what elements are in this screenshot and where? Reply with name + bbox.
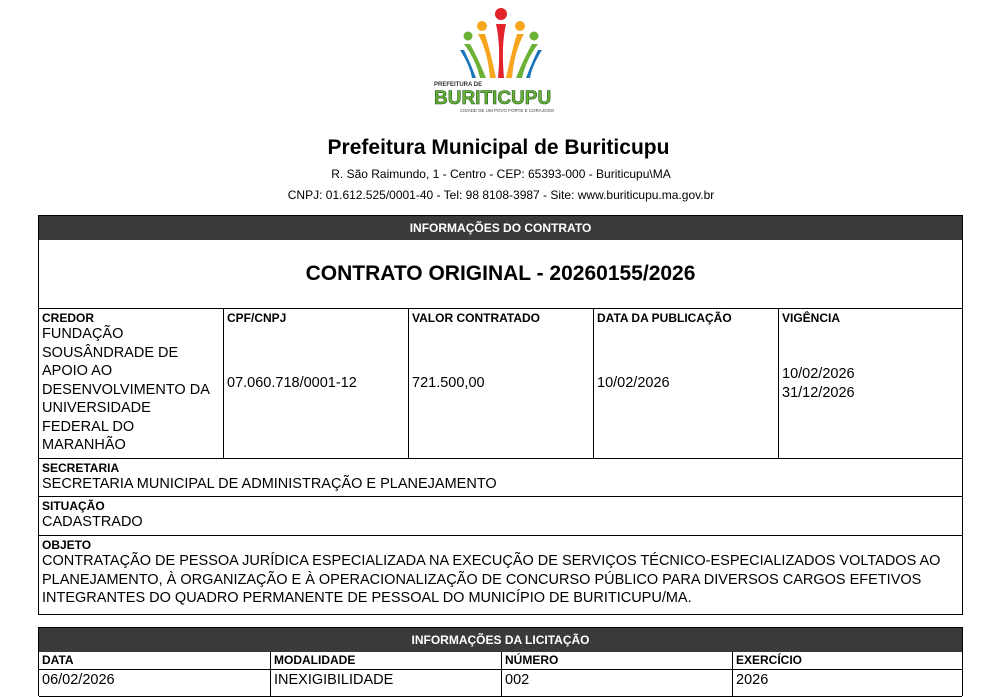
vigencia-start: 10/02/2026 [782,366,855,382]
credor-cell [39,309,224,458]
objeto-value: CONTRATAÇÃO DE PESSOA JURÍDICA ESPECIALIZADA NA EXECUÇÃO DE SERVIÇOS TÉCNICO-ESPECIALIZADOS VOLTADOS AO PLANEJAMENTO, À ORGANIZAÇÃO E À OPERACIONALIZAÇÃO DE CONCURSO PÚBLICO PARA DIVERSOS CARGOS EFETIVOS INTEGRANTES DO QUADRO PERMANENTE DE PESSOAL DO MUNICÍPIO DE BURITICUPU/MA. [42,553,941,606]
licitacao-modalidade-value: INEXIGIBILIDADE [271,670,502,696]
secretaria-row [39,459,962,497]
header-address: R. São Raimundo, 1 - Centro - CEP: 65393-000 - Buriticupu\MA [331,167,671,181]
licitacao-numero-label: NÚMERO [502,652,733,669]
valor-label: VALOR CONTRATADO [412,311,540,325]
licitacao-numero-value: 002 [502,670,733,696]
secretaria-value: SECRETARIA MUNICIPAL DE ADMINISTRAÇÃO E PLANEJAMENTO [42,476,497,492]
licitacao-header-row [39,652,962,670]
data-publicacao-cell [594,309,779,458]
page-title: Prefeitura Municipal de Buriticupu [327,136,670,159]
buriticupu-logo [430,6,572,116]
data-publicacao-value: 10/02/2026 [597,375,670,392]
contract-title: CONTRATO ORIGINAL - 20260155/2026 [39,240,962,309]
licitacao-value-row [39,670,962,697]
cpf-cell [224,309,409,458]
objeto-row [39,536,962,608]
licitacao-data-value: 06/02/2026 [39,670,271,696]
licitacao-modalidade-label: MODALIDADE [271,652,502,669]
situacao-row [39,497,962,536]
secretaria-label: SECRETARIA [42,461,120,475]
contract-info-section [38,215,963,615]
licitacao-data-label: DATA [39,652,271,669]
licitacao-info-section [38,627,963,696]
vigencia-cell [779,309,962,458]
cpf-label: CPF/CNPJ [227,311,287,325]
cpf-value: 07.060.718/0001-12 [227,375,357,392]
credor-value: FUNDAÇÃO SOUSÂNDRADE DE APOIO AO DESENVOLVIMENTO DA UNIVERSIDADE FEDERAL DO MARANHÃO [42,326,210,453]
data-publicacao-label: DATA DA PUBLICAÇÃO [597,311,732,325]
objeto-label: OBJETO [42,538,92,552]
logo-tagline: CIDADE DE UM POVO FORTE E CORAJOSO [460,108,555,113]
situacao-label: SITUAÇÃO [42,499,105,513]
logo-small-text: PREFEITURA DE [434,82,483,88]
licitacao-section-title: INFORMAÇÕES DA LICITAÇÃO [39,628,962,652]
contract-section-title: INFORMAÇÕES DO CONTRATO [39,216,962,240]
licitacao-exercicio-label: EXERCÍCIO [736,653,803,667]
header-contact: CNPJ: 01.612.525/0001-40 - Tel: 98 8108-3987 - Site: www.buriticupu.ma.gov.br [287,188,715,202]
licitacao-exercicio-value: 2026 [736,672,769,688]
valor-cell [409,309,594,458]
vigencia-end: 31/12/2026 [782,384,855,401]
logo-name: BURITICUPU [434,88,552,109]
vigencia-label: VIGÊNCIA [782,311,841,325]
contract-summary-row [39,309,962,459]
credor-label: CREDOR [42,311,95,325]
valor-value: 721.500,00 [412,375,485,392]
situacao-value: CADASTRADO [42,514,143,530]
